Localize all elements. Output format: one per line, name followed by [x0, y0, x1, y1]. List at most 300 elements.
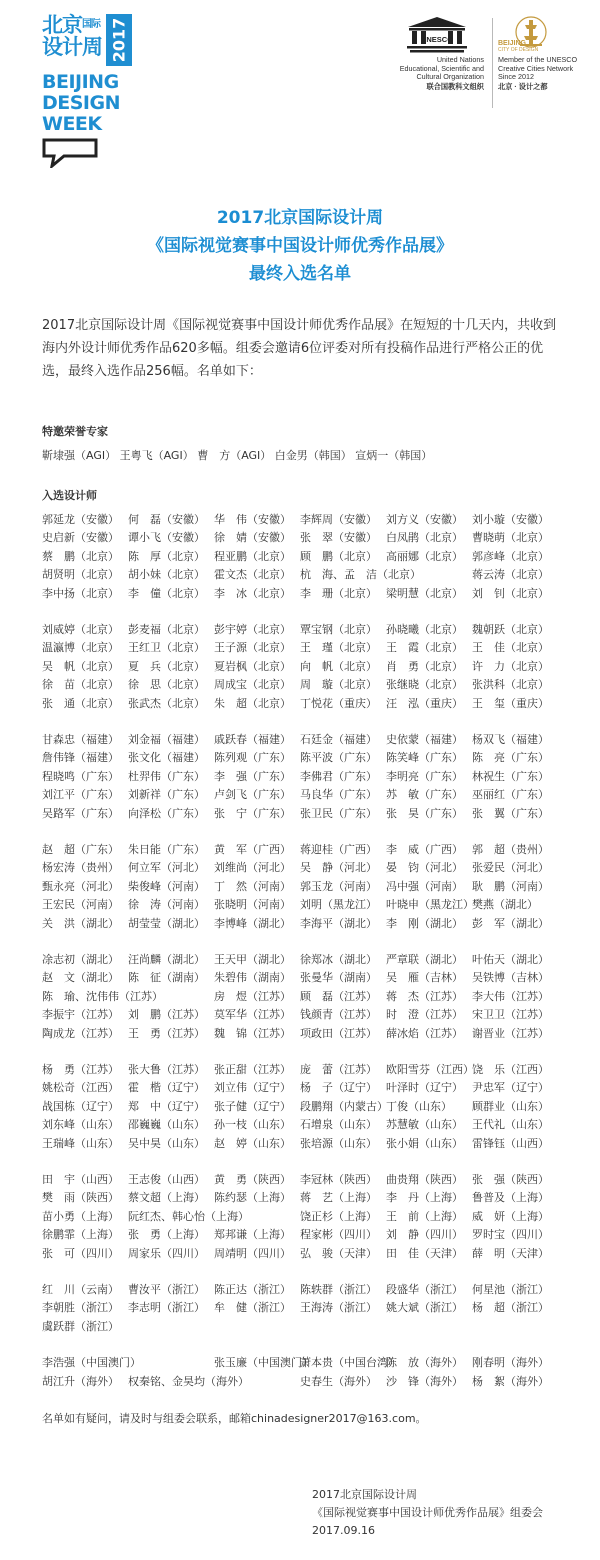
- designer-name: 张 宁（广东）: [214, 806, 291, 820]
- designer-name: 张继晓（北京）: [386, 678, 463, 692]
- designer-name: 马良华（广东）: [300, 788, 377, 802]
- designer-name: 戚跃春（福建）: [214, 733, 291, 746]
- designer-name: 刘明（黑龙江）: [300, 898, 377, 912]
- logo-cn-line2: 设计周: [42, 35, 102, 59]
- designer-row: [42, 511, 562, 529]
- designer-name: 关 洪（湖北）: [42, 916, 119, 930]
- designer-row: [42, 951, 562, 969]
- designer-name: 李明亮（广东）: [386, 769, 463, 783]
- designer-name: 霍文杰（北京）: [214, 568, 291, 582]
- designer-name: 冯中强（河南）: [386, 879, 463, 893]
- designer-name: 徐 涛（河南）: [128, 898, 205, 912]
- designer-name: 杨 超（浙江）: [472, 1301, 549, 1315]
- designer-name: 梁明慧（北京）: [386, 586, 463, 600]
- designer-name: 朱 超（北京）: [214, 696, 291, 710]
- designer-name: 房 煜（江苏）: [214, 989, 291, 1003]
- designer-name: 刘新祥（广东）: [128, 788, 205, 802]
- designer-name: 孙晓曦（北京）: [386, 623, 463, 636]
- designer-name: 项政田（江苏）: [300, 1026, 377, 1040]
- beijing-design-week-logo: [42, 14, 138, 164]
- designer-name: 何星池（浙江）: [472, 1283, 549, 1296]
- designer-name: 陈 亮（广东）: [472, 751, 549, 765]
- designer-name: 夏岩枫（北京）: [214, 659, 291, 673]
- designer-name: 李 强（广东）: [214, 769, 291, 783]
- designer-name: 赵 超（广东）: [42, 843, 119, 856]
- designer-name: 晏 钧（河北）: [386, 861, 463, 875]
- designer-row: [42, 695, 562, 713]
- designer-name: 张大鲁（江苏）: [128, 1063, 205, 1076]
- designer-name: 时 澄（江苏）: [386, 1008, 463, 1022]
- designer-name: 刚春明（海外）: [472, 1356, 549, 1370]
- designer-name: 吴铁博（吉林）: [472, 971, 549, 985]
- honorary-heading: 特邀荣誉专家: [42, 425, 108, 438]
- designer-name: 刘 静（四川）: [386, 1228, 463, 1242]
- designer-name: 高丽娜（北京）: [386, 549, 463, 563]
- designer-row: [42, 749, 562, 767]
- designer-row: [42, 1281, 562, 1299]
- designer-name: 彭 军（湖北）: [472, 916, 549, 930]
- designer-name: 许 力（北京）: [472, 659, 549, 673]
- designer-name: 白凤鹃（北京）: [386, 531, 463, 545]
- designer-name: 曲贵翔（陕西）: [386, 1173, 463, 1186]
- designer-name: 王 瑾（北京）: [300, 641, 377, 655]
- designer-name: 程亚鹏（北京）: [214, 549, 291, 563]
- designer-name: 王红卫（北京）: [128, 641, 205, 655]
- speech-bubble-icon: [42, 138, 100, 168]
- designer-name: 钱颜青（江苏）: [300, 1008, 377, 1022]
- designer-name: 蒋 杰（江苏）: [386, 989, 463, 1003]
- designer-row: [42, 786, 562, 804]
- designer-name: 刘东峰（山东）: [42, 1118, 119, 1132]
- designer-name: 王瑞峰（山东）: [42, 1136, 119, 1150]
- designer-name: 向 帆（北京）: [300, 659, 377, 673]
- designer-name: 刘 鹏（江苏）: [128, 1008, 205, 1022]
- designer-name: 郭延龙（安徽）: [42, 513, 119, 526]
- designer-name: 刘维尚（河北）: [214, 861, 291, 875]
- unesco-cn: 联合国教科文组织: [426, 81, 484, 91]
- designer-name: 樊燕（湖北）: [472, 898, 538, 912]
- designer-name: 卢剑飞（广东）: [214, 788, 291, 802]
- designer-row: [42, 915, 562, 933]
- unesco-block: [388, 16, 488, 116]
- designer-name: 薛 明（天津）: [472, 1246, 549, 1260]
- designer-name: 张小娟（山东）: [386, 1136, 463, 1150]
- designer-name: 周成宝（北京）: [214, 678, 291, 692]
- signature-line2: 《国际视觉赛事中国设计师优秀作品展》组委会: [312, 1506, 543, 1519]
- designer-row: [42, 1025, 562, 1043]
- designer-name: 李 丹（上海）: [386, 1191, 463, 1205]
- selected-heading: 入选设计师: [42, 489, 97, 502]
- designer-name: 王天甲（湖北）: [214, 953, 291, 966]
- designer-name: 李振宇（江苏）: [42, 1008, 119, 1022]
- designer-name: 魏 锦（江苏）: [214, 1026, 291, 1040]
- designer-name: 尹忠军（辽宁）: [472, 1081, 549, 1095]
- designer-name: 牟 健（浙江）: [214, 1301, 291, 1315]
- designer-row: [42, 1354, 562, 1372]
- beijing-city-cn: 北京 · 设计之都: [498, 81, 548, 91]
- designer-name: 李 威（广西）: [386, 843, 463, 856]
- designer-name: 吴中昊（山东）: [128, 1136, 205, 1150]
- designer-name: 萧本贵（中国台湾）: [300, 1356, 399, 1370]
- designer-name: 严章联（湖北）: [386, 953, 463, 966]
- designer-name: 周靖明（四川）: [214, 1246, 291, 1260]
- designer-name: 李佛君（广东）: [300, 769, 377, 783]
- designer-name: 沙 锋（海外）: [386, 1374, 463, 1388]
- designer-name: 鲁普及（上海）: [472, 1191, 549, 1205]
- designer-name: 史春生（海外）: [300, 1374, 377, 1388]
- designer-name: 赵 文（湖北）: [42, 971, 119, 985]
- designer-name: 蔡 鹏（北京）: [42, 549, 119, 563]
- designer-name: 陈轶群（浙江）: [300, 1283, 377, 1296]
- designer-name: 徐 思（北京）: [128, 678, 205, 692]
- designer-row: [42, 988, 562, 1006]
- designer-name: 饶正杉（上海）: [300, 1209, 377, 1223]
- designer-name: 田 佳（天津）: [386, 1246, 463, 1260]
- designer-name: 李 僮（北京）: [128, 586, 205, 600]
- designer-name: 李朝胜（浙江）: [42, 1301, 119, 1315]
- designer-name: 苏 敏（广东）: [386, 788, 463, 802]
- designer-name: 叶晓申（黑龙江）: [386, 898, 474, 912]
- designer-name: 饶 乐（江西）: [472, 1063, 549, 1076]
- designer-name: 王宏民（河南）: [42, 898, 119, 912]
- designer-name: 张文化（福建）: [128, 751, 205, 765]
- designer-name: 王 勇（江苏）: [128, 1026, 205, 1040]
- designer-name: 凃志初（湖北）: [42, 953, 119, 966]
- designer-name: 胡江升（海外）: [42, 1374, 119, 1388]
- designer-name: 王 玺（重庆）: [472, 696, 549, 710]
- designer-name: 邵巍巍（山东）: [128, 1118, 205, 1132]
- designer-name: 石增泉（山东）: [300, 1118, 377, 1132]
- designer-row: [42, 621, 562, 639]
- designer-name: 王 霞（北京）: [386, 641, 463, 655]
- designer-name: 彭宇婷（北京）: [214, 623, 291, 636]
- designer-name: 霍 楷（辽宁）: [128, 1081, 205, 1095]
- designer-name: 弘 骏（天津）: [300, 1246, 377, 1260]
- designer-row: [42, 1373, 562, 1391]
- designer-name: 顾群业（山东）: [472, 1099, 549, 1113]
- designer-row: [42, 731, 562, 749]
- designer-name: 张卫民（广东）: [300, 806, 377, 820]
- designer-name: 程晓鸣（广东）: [42, 769, 119, 783]
- designer-row: [42, 1245, 562, 1263]
- designer-name: 向泽松（广东）: [128, 806, 205, 820]
- designer-name: 曹晓萌（北京）: [472, 531, 549, 545]
- designer-name: 郭玉龙（河南）: [300, 879, 377, 893]
- designer-name: 孙一枝（山东）: [214, 1118, 291, 1132]
- designer-row: [42, 1061, 562, 1079]
- designer-name: 吴 静（河北）: [300, 861, 377, 875]
- designer-name: 郑邦谦（上海）: [214, 1228, 291, 1242]
- designer-name: 樊 雨（陕西）: [42, 1191, 119, 1205]
- designer-name: 杨 勇（江苏）: [42, 1063, 119, 1076]
- designer-name: 程家彬（四川）: [300, 1228, 377, 1242]
- designer-row: [42, 1299, 562, 1317]
- designer-name: 林祝生（广东）: [472, 769, 549, 783]
- designer-row: [42, 1006, 562, 1024]
- designer-name: 陈 放（海外）: [386, 1356, 463, 1370]
- designer-name: 刘江平（广东）: [42, 788, 119, 802]
- designer-name: 王 佳（北京）: [472, 641, 549, 655]
- designer-name: 欧阳雪芬（江西）: [386, 1063, 474, 1076]
- logo-year: 2017: [109, 17, 129, 63]
- designer-name: 丁 然（河南）: [214, 879, 291, 893]
- designer-name: 顾 鹏（北京）: [300, 549, 377, 563]
- designer-name: 史依蒙（福建）: [386, 733, 463, 746]
- designer-name: 张 昊（广东）: [386, 806, 463, 820]
- title-line2: 《国际视觉赛事中国设计师优秀作品展》: [147, 236, 453, 256]
- unesco-text: United Nations Educational, Scientific and Cultural Organization 联合国教科文组织: [388, 56, 484, 91]
- signature-line1: 2017北京国际设计周: [312, 1488, 417, 1501]
- designer-name: 杨宏涛（贵州）: [42, 861, 119, 875]
- designer-name: 蒋 艺（上海）: [300, 1191, 377, 1205]
- designer-name: 张晓明（河南）: [214, 898, 291, 912]
- designer-name: 顾 磊（江苏）: [300, 989, 377, 1003]
- designer-name: 红 川（云南）: [42, 1283, 119, 1296]
- designer-name: 蒋云涛（北京）: [472, 568, 549, 582]
- designer-name: 陈 征（湖南）: [128, 971, 205, 985]
- designer-name: 李 珊（北京）: [300, 586, 377, 600]
- designer-name: 杭 海、孟 洁（北京）: [300, 568, 421, 582]
- title-line1: 2017北京国际设计周: [216, 208, 384, 228]
- logo-en-line2: DESIGN: [42, 92, 121, 114]
- designer-row: [42, 841, 562, 859]
- designer-name: 王子源（北京）: [214, 641, 291, 655]
- designer-name: 李冠林（陕西）: [300, 1173, 377, 1186]
- designer-name: 段盛华（浙江）: [386, 1283, 463, 1296]
- unesco-wordmark: UNESCO: [420, 35, 454, 44]
- designer-name: 李浩强（中国澳门）: [42, 1356, 141, 1370]
- designer-name: 徐 婧（安徽）: [214, 531, 291, 545]
- header-divider: [492, 18, 493, 108]
- signature: [312, 1486, 543, 1540]
- designer-row: [42, 805, 562, 823]
- designer-name: 庞 蕾（江苏）: [300, 1063, 377, 1076]
- designer-row: [42, 529, 562, 547]
- beijing-city-of-design-block: [498, 16, 598, 116]
- designer-name: 魏朝跃（北京）: [472, 623, 549, 636]
- designer-row: [42, 548, 562, 566]
- logo-cn-line1: 北京$^{国际}$: [42, 13, 100, 37]
- designer-row: [42, 1135, 562, 1153]
- designer-name: 刘 钊（北京）: [472, 586, 549, 600]
- designer-name: 李辉周（安徽）: [300, 513, 377, 526]
- designer-row: [42, 859, 562, 877]
- designer-row: [42, 969, 562, 987]
- designer-name: 张 可（四川）: [42, 1246, 119, 1260]
- designer-name: 耿 鹏（河南）: [472, 879, 549, 893]
- designer-row: [42, 566, 562, 584]
- designer-name: 段鹏翔（内蒙古）: [300, 1099, 388, 1113]
- designer-name: 黄 勇（陕西）: [214, 1173, 291, 1186]
- designer-name: 郭 超（贵州）: [472, 843, 549, 856]
- designer-name: 王志俊（山西）: [128, 1173, 205, 1186]
- designer-name: 叶泽时（辽宁）: [386, 1081, 463, 1095]
- designer-name: 叶佑天（湖北）: [472, 953, 549, 966]
- designer-name: 刘立伟（辽宁）: [214, 1081, 291, 1095]
- designer-row: [42, 1189, 562, 1207]
- beijing-city-text: Member of the UNESCO Creative Cities Network Since 2012 北京 · 设计之都: [498, 56, 598, 91]
- designer-row: [42, 658, 562, 676]
- unesco-temple-icon: [406, 16, 468, 54]
- designer-name: 朱碧伟（湖南）: [214, 971, 291, 985]
- designer-name: 温瀛博（北京）: [42, 641, 119, 655]
- designer-row: [42, 1079, 562, 1097]
- designer-name: 谢晋业（江苏）: [472, 1026, 549, 1040]
- intro-paragraph: 2017北京国际设计周《国际视觉赛事中国设计师优秀作品展》在短短的十几天内，共收到海内外设计师优秀作品620多幅。组委会邀请6位评委对所有投稿作品进行严格公正的优选，最终入选作品256幅。名单如下：: [42, 318, 557, 379]
- designer-name: 郑 中（辽宁）: [128, 1099, 205, 1113]
- logo-en-line3: WEEK: [42, 113, 102, 135]
- title-line3: 最终入选名单: [249, 264, 351, 284]
- designer-name: 詹伟锋（福建）: [42, 751, 119, 765]
- designer-name: 谭小飞（安徽）: [128, 531, 205, 545]
- designer-name: 莫军华（江苏）: [214, 1008, 291, 1022]
- beijing-city-title: BEIJING: [498, 40, 527, 47]
- designer-name: 蒋迎桂（广西）: [300, 843, 377, 856]
- designer-name: 吴 雁（吉林）: [386, 971, 463, 985]
- designer-row: [42, 878, 562, 896]
- designer-row: [42, 896, 562, 914]
- designer-name: 虞跃群（浙江）: [42, 1319, 119, 1333]
- designer-name: 苏慧敏（山东）: [386, 1118, 463, 1132]
- logo-year-box: [106, 14, 132, 66]
- designer-name: 彭麦福（北京）: [128, 623, 205, 636]
- designer-name: 郭彦峰（北京）: [472, 549, 549, 563]
- designer-name: 黄 军（广西）: [214, 843, 291, 856]
- designer-name: 周 璇（北京）: [300, 678, 377, 692]
- designer-name: 陈 瑜、沈伟伟（江苏）: [42, 989, 163, 1003]
- designer-name: 李海平（湖北）: [300, 916, 377, 930]
- designer-name: 周家乐（四川）: [128, 1246, 205, 1260]
- designer-name: 张洪科（北京）: [472, 678, 549, 692]
- designer-name: 王 前（上海）: [386, 1209, 463, 1223]
- designer-name: 张 强（陕西）: [472, 1173, 549, 1186]
- designer-name: 肖 勇（北京）: [386, 659, 463, 673]
- designer-name: 张 翠（安徽）: [300, 531, 377, 545]
- designer-row: [42, 1318, 562, 1336]
- designer-row: [42, 639, 562, 657]
- designer-name: 刘方义（安徽）: [386, 513, 463, 526]
- designer-name: 史启新（安徽）: [42, 531, 119, 545]
- designer-name: 杨 子（辽宁）: [300, 1081, 377, 1095]
- designer-name: 陈约瑟（上海）: [214, 1191, 291, 1205]
- designer-name: 徐郑冰（湖北）: [300, 953, 377, 966]
- designer-name: 田 宇（山西）: [42, 1173, 119, 1186]
- designer-name: 蔡文超（上海）: [128, 1191, 205, 1205]
- designer-name: 石廷金（福建）: [300, 733, 377, 746]
- designer-name: 张 勇（上海）: [128, 1228, 205, 1242]
- honorary-names: 靳埭强（AGI） 王粤飞（AGI） 曹 方（AGI） 白金男（韩国） 宣炳一（韩国）: [42, 449, 433, 462]
- designer-name: 薛冰焰（江苏）: [386, 1026, 463, 1040]
- designer-row: [42, 1098, 562, 1116]
- designer-name: 丁俊（山东）: [386, 1099, 452, 1113]
- signature-date: 2017.09.16: [312, 1524, 375, 1537]
- designer-row: [42, 1116, 562, 1134]
- designer-name: 陈笑峰（广东）: [386, 751, 463, 765]
- designer-row: [42, 1226, 562, 1244]
- designer-name: 曹汝平（浙江）: [128, 1283, 205, 1296]
- designer-name: 胡小妹（北京）: [128, 568, 205, 582]
- designer-name: 王海涛（浙江）: [300, 1301, 377, 1315]
- designer-name: 宋卫卫（江苏）: [472, 1008, 549, 1022]
- designer-name: 姚大斌（浙江）: [386, 1301, 463, 1315]
- designer-name: 阮红杰、韩心怡（上海）: [128, 1209, 249, 1223]
- beijing-city-subtitle: CITY OF DESIGN: [498, 47, 539, 53]
- designer-row: [42, 768, 562, 786]
- designer-name: 张正甜（江苏）: [214, 1063, 291, 1076]
- designer-name: 战国栋（辽宁）: [42, 1099, 119, 1113]
- designer-name: 杨 絮（海外）: [472, 1374, 549, 1388]
- designer-name: 姚松奇（江西）: [42, 1081, 119, 1095]
- logo-en-line1: BEIJING: [42, 71, 119, 93]
- designer-row: [42, 1171, 562, 1189]
- designer-name: 华 伟（安徽）: [214, 513, 291, 526]
- designer-name: 张 翼（广东）: [472, 806, 549, 820]
- designer-name: 张培源（山东）: [300, 1136, 377, 1150]
- designer-name: 胡贤明（北京）: [42, 568, 119, 582]
- designer-name: 柴俊峰（河南）: [128, 879, 205, 893]
- designer-name: 刘金福（福建）: [128, 733, 205, 746]
- designer-name: 刘威婷（北京）: [42, 623, 119, 636]
- designer-name: 张爱民（河北）: [472, 861, 549, 875]
- designer-name: 李 冰（北京）: [214, 586, 291, 600]
- designer-row: [42, 676, 562, 694]
- designer-name: 巫丽红（广东）: [472, 788, 549, 802]
- designer-name: 汪尚麟（湖北）: [128, 953, 205, 966]
- designer-name: 覃宝钢（北京）: [300, 623, 377, 636]
- designer-name: 朱日能（广东）: [128, 843, 205, 856]
- designer-name: 陈正达（浙江）: [214, 1283, 291, 1296]
- page-title: [0, 204, 600, 288]
- designer-name: 何 磊（安徽）: [128, 513, 205, 526]
- designer-name: 徐鹏霏（上海）: [42, 1228, 119, 1242]
- designer-name: 罗时宝（四川）: [472, 1228, 549, 1242]
- designer-name: 张曼华（湖南）: [300, 971, 377, 985]
- designer-name: 李志明（浙江）: [128, 1301, 205, 1315]
- designer-row: [42, 585, 562, 603]
- designer-name: 李 刚（湖北）: [386, 916, 463, 930]
- designer-name: 雷锋钰（山西）: [472, 1136, 549, 1150]
- designer-name: 何立军（河北）: [128, 861, 205, 875]
- designer-name: 张 通（北京）: [42, 696, 119, 710]
- designer-name: 杨双飞（福建）: [472, 733, 549, 746]
- designer-name: 陈 厚（北京）: [128, 549, 205, 563]
- designer-name: 张子健（辽宁）: [214, 1099, 291, 1113]
- designer-name: 赵 婷（山东）: [214, 1136, 291, 1150]
- designer-name: 甄永亮（河北）: [42, 879, 119, 893]
- designer-name: 徐 苗（北京）: [42, 678, 119, 692]
- designer-name: 张玉廉（中国澳门）: [214, 1356, 313, 1370]
- designer-name: 刘小璇（安徽）: [472, 513, 549, 526]
- designer-name: 丁悦花（重庆）: [300, 696, 377, 710]
- designer-name: 吴 帆（北京）: [42, 659, 119, 673]
- designer-name: 陈列观（广东）: [214, 751, 291, 765]
- designer-name: 杜羿伟（广东）: [128, 769, 205, 783]
- designer-name: 陈平波（广东）: [300, 751, 377, 765]
- designer-name: 夏 兵（北京）: [128, 659, 205, 673]
- designer-name: 李博峰（湖北）: [214, 916, 291, 930]
- contact-note: 名单如有疑问，请及时与组委会联系，邮箱chinadesigner2017@163.com。: [42, 1412, 427, 1425]
- designer-name: 陶成龙（江苏）: [42, 1026, 119, 1040]
- designer-name: 吴路军（广东）: [42, 806, 119, 820]
- designer-name: 李大伟（江苏）: [472, 989, 549, 1003]
- designer-name: 王代礼（山东）: [472, 1118, 549, 1132]
- designer-name: 甘森忠（福建）: [42, 733, 119, 746]
- designer-name: 权秦铭、金昊均（海外）: [128, 1374, 249, 1388]
- designer-name: 苗小勇（上海）: [42, 1209, 119, 1223]
- designer-name: 威 妍（上海）: [472, 1209, 549, 1223]
- designer-name: 汪 泓（重庆）: [386, 696, 463, 710]
- designer-name: 李中扬（北京）: [42, 586, 119, 600]
